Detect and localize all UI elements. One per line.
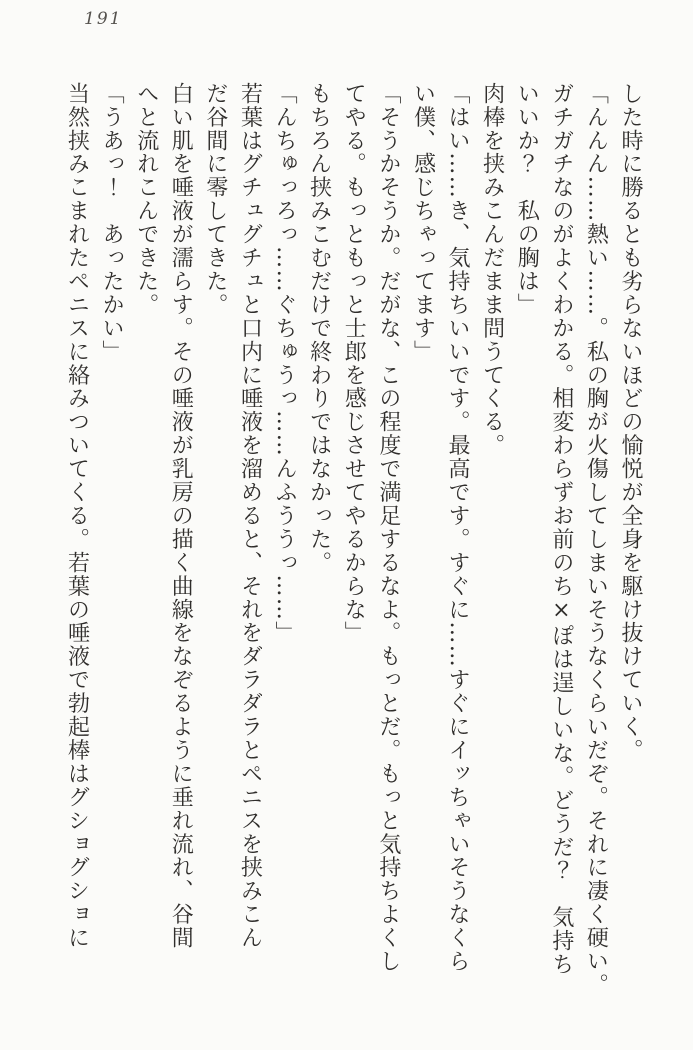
text-line: 「はい……き、気持ちいいです。最高です。すぐに……すぐにイッちゃいそうなくら (445, 82, 471, 974)
text-line: 「そうかそうか。だがな、この程度で満足するなよ。もっとだ。もっと気持ちよくし (375, 82, 401, 974)
text-line: だ谷間に零してきた。 (202, 82, 228, 317)
text-line: もちろん挟みこむだけで終わりではなかった。 (306, 82, 332, 575)
vertical-text-block (59, 82, 647, 1000)
text-line: い僕、感じちゃってます」 (410, 82, 436, 364)
text-line: した時に勝るとも劣らないほどの愉悦が全身を駆け抜けていく。 (618, 82, 643, 763)
text-line: 肉棒を挟みこんだまま問うてくる。 (479, 82, 505, 458)
text-line: 白い肌を唾液が濡らす。その唾液が乳房の描く曲線をなぞるように垂れ流れ、谷間 (168, 82, 194, 950)
page-number: 191 (84, 9, 123, 29)
text-line: へと流れこんできた。 (133, 82, 159, 317)
text-line: 「んんん……熱い……。私の胸が火傷してしまいそうなくらいだぞ。それに凄く硬い。 (583, 82, 609, 997)
text-line: 当然挟みこまれたペニスに絡みついてくる。若葉の唾液で勃起棒はグショグショに (64, 82, 90, 950)
text-line: 若葉はグチュグチュと口内に唾液を溜めると、それをダラダラとペニスを挟みこん (237, 82, 263, 950)
text-line: 「んちゅっろっ……ぐちゅうっ……んふううっ……」 (272, 82, 298, 645)
text-line: てやる。もっともっと士郎を感じさせてやるからな」 (341, 82, 367, 645)
text-line: ガチガチなのがよくわかる。相変わらずお前のち×ぽは逞しいな。どうだ？ 気持ち (548, 82, 574, 977)
text-line: 「うあっ！ あったかい」 (99, 82, 125, 364)
text-line: いいか？ 私の胸は」 (514, 82, 540, 317)
